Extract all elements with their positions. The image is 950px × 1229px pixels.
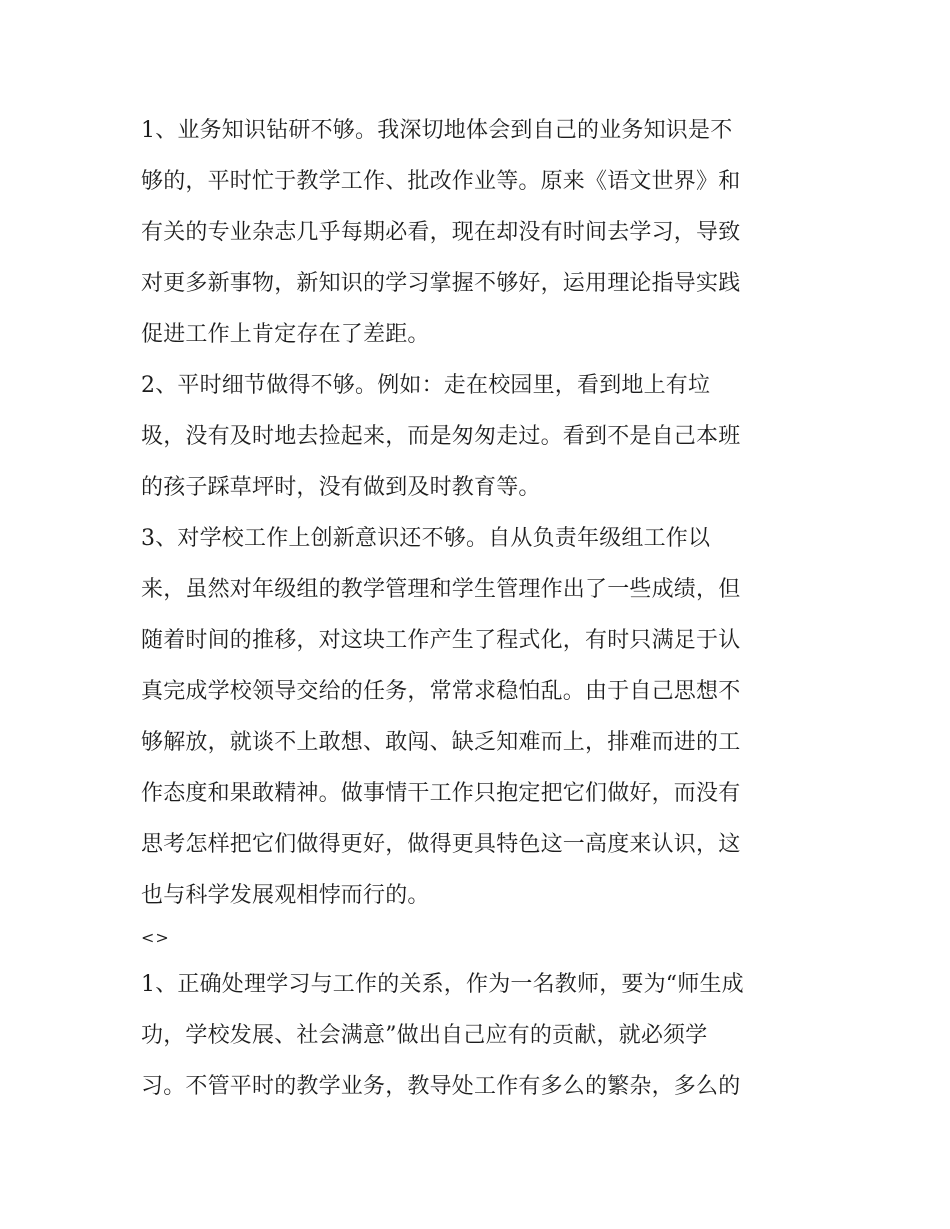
text-line: 真完成学校领导交给的任务，常常求稳怕乱。由于自己思想不 [141,679,741,704]
text-line: 1、正确处理学习与工作的关系，作为一名教师，要为“师生成 [141,972,744,997]
section-marker: <> [141,928,170,947]
text-line: 有关的专业杂志几乎每期必看，现在却没有时间去学习，导致 [141,220,741,245]
text-line: 2、平时细节做得不够。例如：走在校园里，看到地上有垃 [141,373,711,398]
text-line: 随着时间的推移，对这块工作产生了程式化，有时只满足于认 [141,628,741,653]
text-line: 作态度和果敢精神。做事情干工作只抱定把它们做好，而没有 [141,781,741,806]
text-line: 习。不管平时的教学业务，教导处工作有多么的繁杂，多么的 [141,1074,741,1099]
text-line: 思考怎样把它们做得更好，做得更具特色这一高度来认识，这 [141,832,741,857]
text-line: 1、业务知识钻研不够。我深切地体会到自己的业务知识是不 [141,118,733,143]
text-line: 来，虽然对年级组的教学管理和学生管理作出了一些成绩，但 [141,577,741,602]
text-line: 3、对学校工作上创新意识还不够。自从负责年级组工作以 [141,526,711,551]
text-line: 功，学校发展、社会满意”做出自己应有的贡献，就必须学 [141,1023,708,1048]
text-line: 够解放，就谈不上敢想、敢闯、缺乏知难而上，排难而进的工 [141,730,741,755]
text-line: 促进工作上肯定存在了差距。 [141,322,430,347]
text-line: 也与科学发展观相悖而行的。 [141,883,430,908]
text-line: 圾，没有及时地去捡起来，而是匆匆走过。看到不是自己本班 [141,424,741,449]
text-line: 对更多新事物，新知识的学习掌握不够好，运用理论指导实践 [141,271,741,296]
text-line: 够的，平时忙于教学工作、批改作业等。原来《语文世界》和 [141,169,741,194]
text-line: 的孩子踩草坪时，没有做到及时教育等。 [141,475,541,500]
